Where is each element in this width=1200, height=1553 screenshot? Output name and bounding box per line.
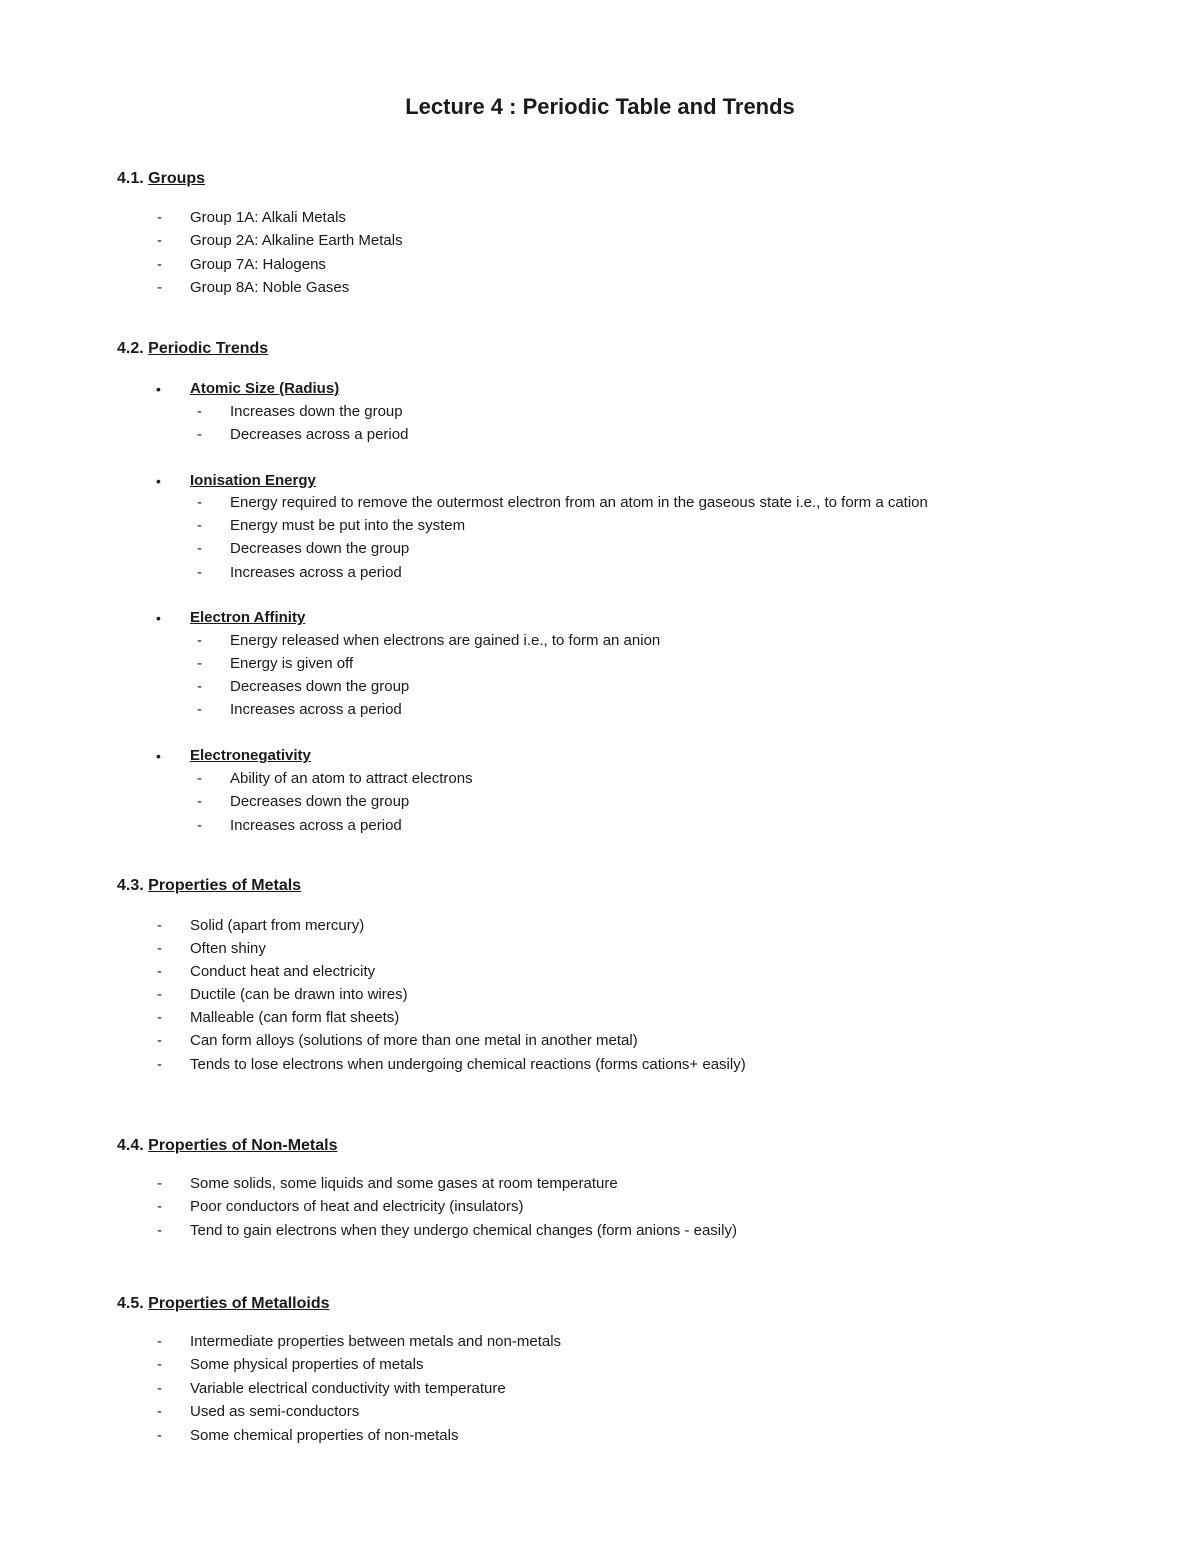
section-heading-non-metals [117, 1137, 338, 1155]
dash-marker: - [157, 986, 162, 1003]
dash-marker: - [197, 403, 202, 420]
list-item-text: Intermediate properties between metals and non-metals [190, 1333, 562, 1350]
section-number: 4.3. [117, 877, 144, 894]
dash-marker: - [157, 1056, 162, 1073]
page-title: Lecture 4 : Periodic Table and Trends [405, 94, 795, 119]
dash-marker: - [157, 963, 162, 980]
list-item-text: Increases across a period [230, 564, 402, 581]
list-item-text: Used as semi-conductors [190, 1403, 360, 1420]
section-number: 4.1. [117, 170, 144, 187]
section-title: Properties of Metals [148, 877, 302, 894]
dash-marker: - [157, 232, 162, 249]
list-item-text: Group 7A: Halogens [190, 256, 326, 273]
section-number: 4.4. [117, 1137, 144, 1154]
dash-marker: - [197, 655, 202, 672]
dash-marker: - [157, 1356, 162, 1373]
dash-marker: - [197, 517, 202, 534]
section-title: Groups [148, 170, 206, 187]
list-item-text: Some physical properties of metals [190, 1356, 424, 1373]
list-item-text: Energy released when electrons are gained i.e., to form an anion [230, 632, 661, 649]
dash-marker: - [157, 1198, 162, 1215]
list-item-text: Decreases down the group [230, 678, 410, 695]
dash-marker: - [157, 940, 162, 957]
list-item-text: Group 8A: Noble Gases [190, 279, 350, 296]
list-item-text: Energy is given off [230, 655, 354, 672]
list-item-text: Energy must be put into the system [230, 517, 466, 534]
section-heading-periodic-trends [117, 340, 268, 358]
dash-marker: - [197, 426, 202, 443]
bullet-marker: • [156, 381, 161, 397]
dash-marker: - [197, 632, 202, 649]
list-item-text: Group 1A: Alkali Metals [190, 209, 346, 226]
list-item-text: Some solids, some liquids and some gases at room temperature [190, 1175, 618, 1192]
dash-marker: - [157, 1403, 162, 1420]
dash-marker: - [197, 540, 202, 557]
list-item-text: Increases down the group [230, 403, 403, 420]
dash-marker: - [197, 564, 202, 581]
list-item-text: Malleable (can form flat sheets) [190, 1009, 400, 1026]
section-heading-metals [117, 877, 301, 895]
dash-marker: - [157, 1175, 162, 1192]
subsection-title: Electronegativity [190, 747, 311, 764]
dash-marker: - [157, 1380, 162, 1397]
list-item-text: Increases across a period [230, 817, 402, 834]
section-heading-groups [117, 170, 205, 188]
section-title: Periodic Trends [148, 340, 269, 357]
dash-marker: - [157, 917, 162, 934]
section-number: 4.5. [117, 1295, 144, 1312]
dash-marker: - [157, 1427, 162, 1444]
list-item-text: Group 2A: Alkaline Earth Metals [190, 232, 403, 249]
list-item-text: Increases across a period [230, 701, 402, 718]
dash-marker: - [197, 817, 202, 834]
dash-marker: - [197, 678, 202, 695]
list-item-text: Some chemical properties of non-metals [190, 1427, 459, 1444]
dash-marker: - [157, 1222, 162, 1239]
list-item-text: Poor conductors of heat and electricity (insulators) [190, 1198, 524, 1215]
dash-marker: - [197, 701, 202, 718]
subsection-title: Electron Affinity [190, 609, 306, 626]
list-item-text: Conduct heat and electricity [190, 963, 376, 980]
bullet-marker: • [156, 748, 161, 764]
list-item-text: Decreases down the group [230, 540, 410, 557]
dash-marker: - [157, 256, 162, 273]
section-title: Properties of Non-Metals [148, 1137, 338, 1154]
section-heading-metalloids [117, 1295, 330, 1313]
list-item-text: Often shiny [190, 940, 266, 957]
list-item-text: Ductile (can be drawn into wires) [190, 986, 408, 1003]
subsection-title: Atomic Size (Radius) [190, 380, 340, 397]
list-item-text: Solid (apart from mercury) [190, 917, 365, 934]
dash-marker: - [197, 494, 202, 511]
list-item-text: Tends to lose electrons when undergoing chemical reactions (forms cations+ easily) [190, 1056, 746, 1073]
dash-marker: - [157, 279, 162, 296]
dash-marker: - [157, 1009, 162, 1026]
subsection-title: Ionisation Energy [190, 472, 316, 489]
section-title: Properties of Metalloids [148, 1295, 330, 1312]
list-item-text: Tend to gain electrons when they undergo chemical changes (form anions - easily) [190, 1222, 737, 1239]
bullet-marker: • [156, 473, 161, 489]
dash-marker: - [197, 793, 202, 810]
dash-marker: - [197, 770, 202, 787]
section-number: 4.2. [117, 340, 144, 357]
dash-marker: - [157, 209, 162, 226]
bullet-marker: • [156, 610, 161, 626]
list-item-text: Can form alloys (solutions of more than one metal in another metal) [190, 1032, 638, 1049]
dash-marker: - [157, 1333, 162, 1350]
list-item-text: Energy required to remove the outermost electron from an atom in the gaseous state i.e., to form a cation [230, 494, 928, 511]
dash-marker: - [157, 1032, 162, 1049]
list-item-text: Ability of an atom to attract electrons [230, 770, 473, 787]
list-item-text: Variable electrical conductivity with temperature [190, 1380, 506, 1397]
list-item-text: Decreases down the group [230, 793, 410, 810]
list-item-text: Decreases across a period [230, 426, 409, 443]
